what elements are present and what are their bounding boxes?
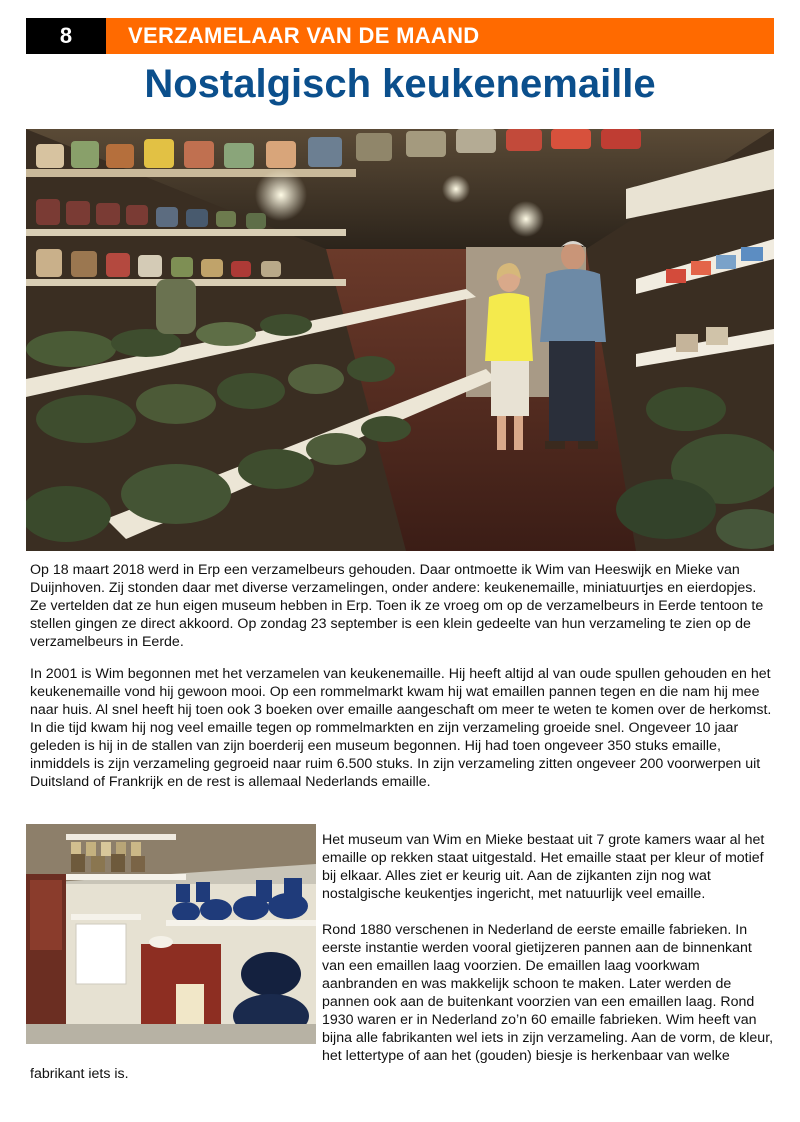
main-photo (26, 129, 774, 551)
paragraph-1: Op 18 maart 2018 werd in Erp een verzamelbeurs gehouden. Daar ontmoette ik Wim van Heeswijk en Mieke van Duijnhoven. Zij stonden daar met diverse verzamelingen, onder andere: keukenemaille, miniatuurtjes en eierdopjes. Ze vertelden dat ze hun eigen museum hebben in Erp. Toen ik ze vroeg om op de verzamelbeurs in Eerde tentoon te stellen gingen ze direct akkoord. Op zondag 23 september is een klein gedeelte van hun verzameling te zien op de verzamelbeurs in Eerde. (30, 562, 764, 650)
header-bar (26, 18, 774, 54)
page-number: 8 (26, 18, 106, 54)
article-title: Nostalgisch keukenemaille (144, 62, 656, 106)
paragraph-4: Rond 1880 verschenen in Nederland de eerste emaille fabrieken. In eerste instantie werden vooral gietijzeren pannen aan de binnenkant van een emaillen laag voorzien. De emaillen laag voorkwam aanbranden en was makkelijk schoon te maken. Later werden de pannen ook aan de buitenkant voorzien van een emaillen laag. Rond 1930 waren er in Nederland zo’n 60 emaille fabrieken. Wim heeft van bijna alle fabrikanten wel iets in zijn verzameling. Aan de vorm, de kleur, het lettertype of aan het (gouden) biesje is herkenbaar van welke fabrikant iets is. (30, 922, 774, 1082)
wrapped-text-block (30, 831, 774, 1083)
image-float-spacer (30, 831, 322, 1053)
paragraph-3: Het museum van Wim en Mieke bestaat uit 7 grote kamers waar al het emaille op rekken staat uitgestald. Het emaille staat per kleur of motief bij elkaar. Alles ziet er keurig uit. Aan de zijkanten zijn nog wat nostalgische keukentjes ingericht, met natuurlijk veel emaille. (322, 832, 765, 902)
paragraph-2: In 2001 is Wim begonnen met het verzamelen van keukenemaille. Hij heeft altijd al van oude spullen gehouden en het keukenemaille vond hij gewoon mooi. Op een rommelmarkt kwam hij wat emaillen pannen tegen en die nam hij mee naar huis. Al snel heeft hij toen ook 3 boeken over emaille aangeschaft om meer te weten te komen over de herkomst. In die tijd kwam hij nog veel emaille tegen op rommelmarkten en zijn verzameling groeide snel. Ongeveer 10 jaar geleden is hij in de stallen van zijn boerderij een museum begonnen. Hij had toen ongeveer 350 stuks emaille, inmiddels is zijn verzameling gegroeid naar ruim 6.500 stuks. In zijn verzameling zitten ongeveer 200 voorwerpen uit Duitsland of Frankrijk en de rest is allemaal Nederlands emaille. (30, 666, 772, 790)
section-label: VERZAMELAAR VAN DE MAAND (106, 18, 774, 54)
